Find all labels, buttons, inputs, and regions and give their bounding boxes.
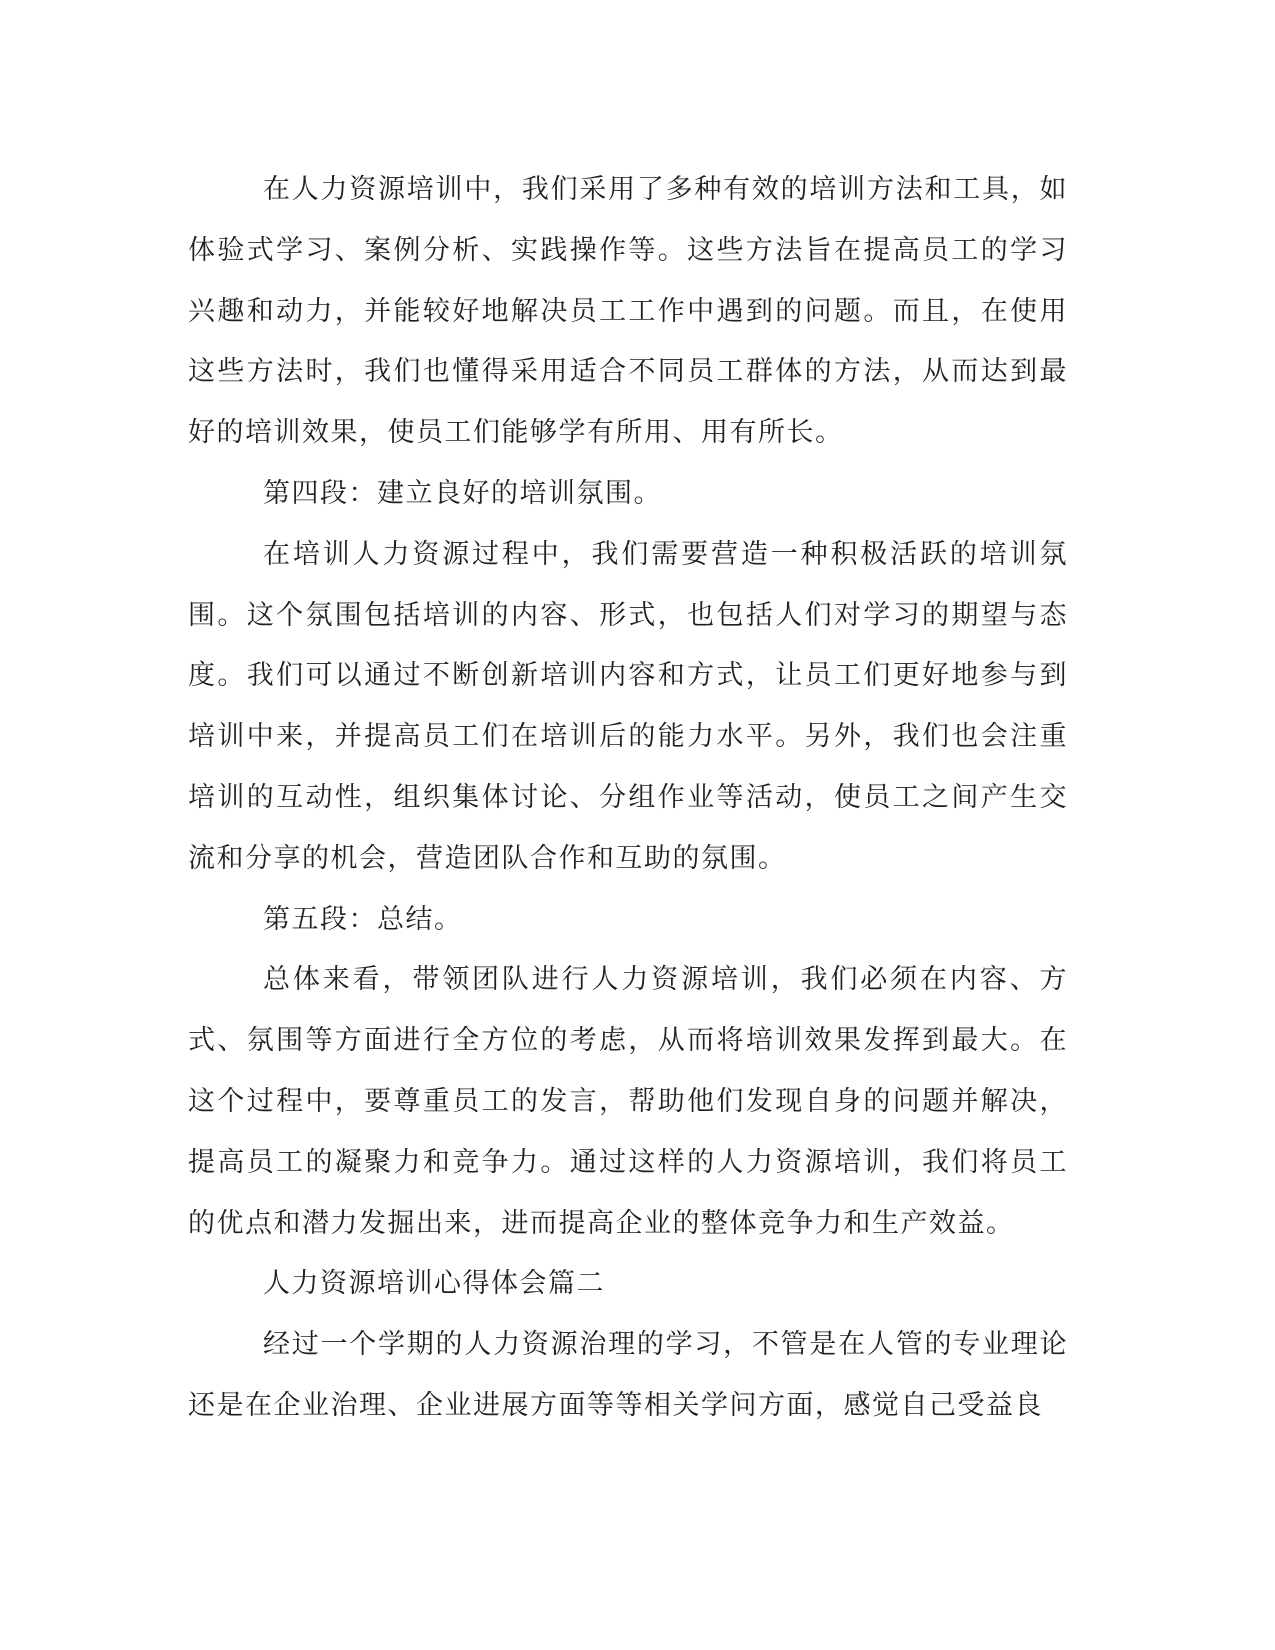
section-heading-five: 第五段：总结。 bbox=[263, 903, 463, 935]
document-body bbox=[188, 160, 1068, 1437]
paragraph-semester-study: 经过一个学期的人力资源治理的学习，不管是在人管的专业理论还是在企业治理、企业进展方面等等相关学问方面，感觉自己受益良 bbox=[188, 1329, 1068, 1421]
paragraph-training-atmosphere: 在培训人力资源过程中，我们需要营造一种积极活跃的培训氛围。这个氛围包括培训的内容、形式，也包括人们对学习的期望与态度。我们可以通过不断创新培训内容和方式，让员工们更好地参与到培训中来，并提高员工们在培训后的能力水平。另外，我们也会注重培训的互动性，组织集体讨论、分组作业等活动，使员工之间产生交流和分享的机会，营造团队合作和互助的氛围。 bbox=[188, 538, 1068, 874]
paragraph-training-methods: 在人力资源培训中，我们采用了多种有效的培训方法和工具，如体验式学习、案例分析、实践操作等。这些方法旨在提高员工的学习兴趣和动力，并能较好地解决员工工作中遇到的问题。而且，在使用这些方法时，我们也懂得采用适合不同员工群体的方法，从而达到最好的培训效果，使员工们能够学有所用、用有所长。 bbox=[188, 174, 1068, 449]
paragraph-summary: 总体来看，带领团队进行人力资源培训，我们必须在内容、方式、氛围等方面进行全方位的考虑，从而将培训效果发挥到最大。在这个过程中，要尊重员工的发言，帮助他们发现自身的问题并解决，提高员工的凝聚力和竞争力。通过这样的人力资源培训，我们将员工的优点和潜力发掘出来，进而提高企业的整体竞争力和生产效益。 bbox=[188, 964, 1068, 1239]
article-title-part-two: 人力资源培训心得体会篇二 bbox=[263, 1268, 605, 1300]
section-heading-four: 第四段：建立良好的培训氛围。 bbox=[263, 477, 662, 509]
